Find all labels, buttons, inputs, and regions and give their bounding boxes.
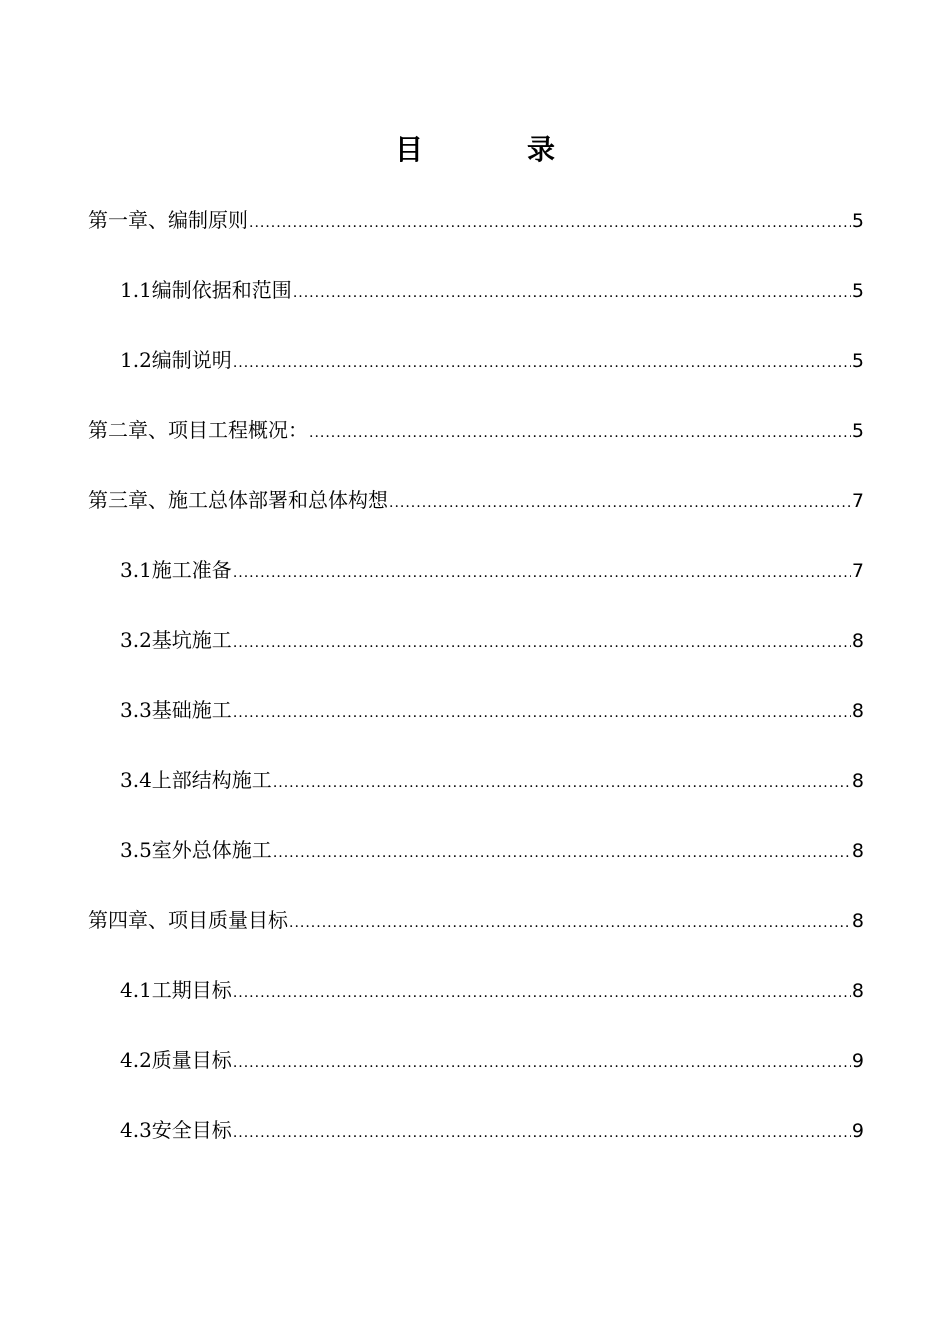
toc-entry-page-number: 8 xyxy=(851,770,864,792)
toc-entry[interactable] xyxy=(120,1046,864,1074)
toc-entry[interactable] xyxy=(88,486,864,514)
toc-dot-leader xyxy=(293,279,851,307)
toc-entry-label: 3.3基础施工 xyxy=(120,698,232,722)
toc-entry-label: 3.1施工准备 xyxy=(120,558,232,582)
toc-entry-label: 4.3安全目标 xyxy=(120,1118,232,1142)
toc-entry-page-number: 5 xyxy=(851,350,864,372)
toc-entry-label: 第一章、编制原则 xyxy=(88,208,248,232)
toc-entry-page-number: 5 xyxy=(851,210,864,232)
toc-entry-page-number: 5 xyxy=(851,280,864,302)
toc-entry-label: 1.2编制说明 xyxy=(120,348,232,372)
toc-entry[interactable] xyxy=(120,346,864,374)
toc-entry-page-number: 8 xyxy=(851,840,864,862)
toc-dot-leader xyxy=(233,1119,851,1147)
toc-entry[interactable] xyxy=(120,276,864,304)
toc-entry-page-number: 7 xyxy=(851,560,864,582)
toc-entry[interactable] xyxy=(120,976,864,1004)
toc-entry[interactable] xyxy=(88,206,864,234)
toc-dot-leader xyxy=(233,349,851,377)
toc-entry-page-number: 8 xyxy=(851,700,864,722)
toc-dot-leader xyxy=(273,839,851,867)
toc-entry-page-number: 8 xyxy=(851,630,864,652)
toc-dot-leader xyxy=(233,629,851,657)
toc-entry-label: 4.1工期目标 xyxy=(120,978,232,1002)
toc-entry-page-number: 9 xyxy=(851,1050,864,1072)
toc-entry[interactable] xyxy=(120,836,864,864)
toc-dot-leader xyxy=(389,489,851,517)
toc-dot-leader xyxy=(273,769,851,797)
toc-title: 目 录 xyxy=(394,133,593,166)
toc-entry-page-number: 8 xyxy=(851,910,864,932)
toc-entry-page-number: 5 xyxy=(851,420,864,442)
toc-entry-label: 1.1编制依据和范围 xyxy=(120,278,292,302)
toc-entry-page-number: 7 xyxy=(851,490,864,512)
toc-dot-leader xyxy=(249,209,851,237)
toc-entry[interactable] xyxy=(88,416,864,444)
toc-entry-page-number: 8 xyxy=(851,980,864,1002)
toc-entry-label: 第二章、项目工程概况： xyxy=(88,418,308,442)
toc-entry[interactable] xyxy=(88,906,864,934)
toc-dot-leader xyxy=(233,699,851,727)
toc-entry-label: 3.4上部结构施工 xyxy=(120,768,272,792)
toc-entry-label: 3.5室外总体施工 xyxy=(120,838,272,862)
toc-entry[interactable] xyxy=(120,556,864,584)
toc-entry-page-number: 9 xyxy=(851,1120,864,1142)
toc-dot-leader xyxy=(233,559,851,587)
toc-dot-leader xyxy=(309,419,851,447)
toc-entry-label: 4.2质量目标 xyxy=(120,1048,232,1072)
toc-entry-label: 第四章、项目质量目标 xyxy=(88,908,288,932)
toc-entry[interactable] xyxy=(120,766,864,794)
toc-dot-leader xyxy=(233,979,851,1007)
toc-dot-leader xyxy=(233,1049,851,1077)
toc-entry-label: 3.2基坑施工 xyxy=(120,628,232,652)
toc-entry-label: 第三章、施工总体部署和总体构想 xyxy=(88,488,388,512)
toc-entry[interactable] xyxy=(120,696,864,724)
toc-entry[interactable] xyxy=(120,1116,864,1144)
toc-entry[interactable] xyxy=(120,626,864,654)
toc-dot-leader xyxy=(289,909,851,937)
